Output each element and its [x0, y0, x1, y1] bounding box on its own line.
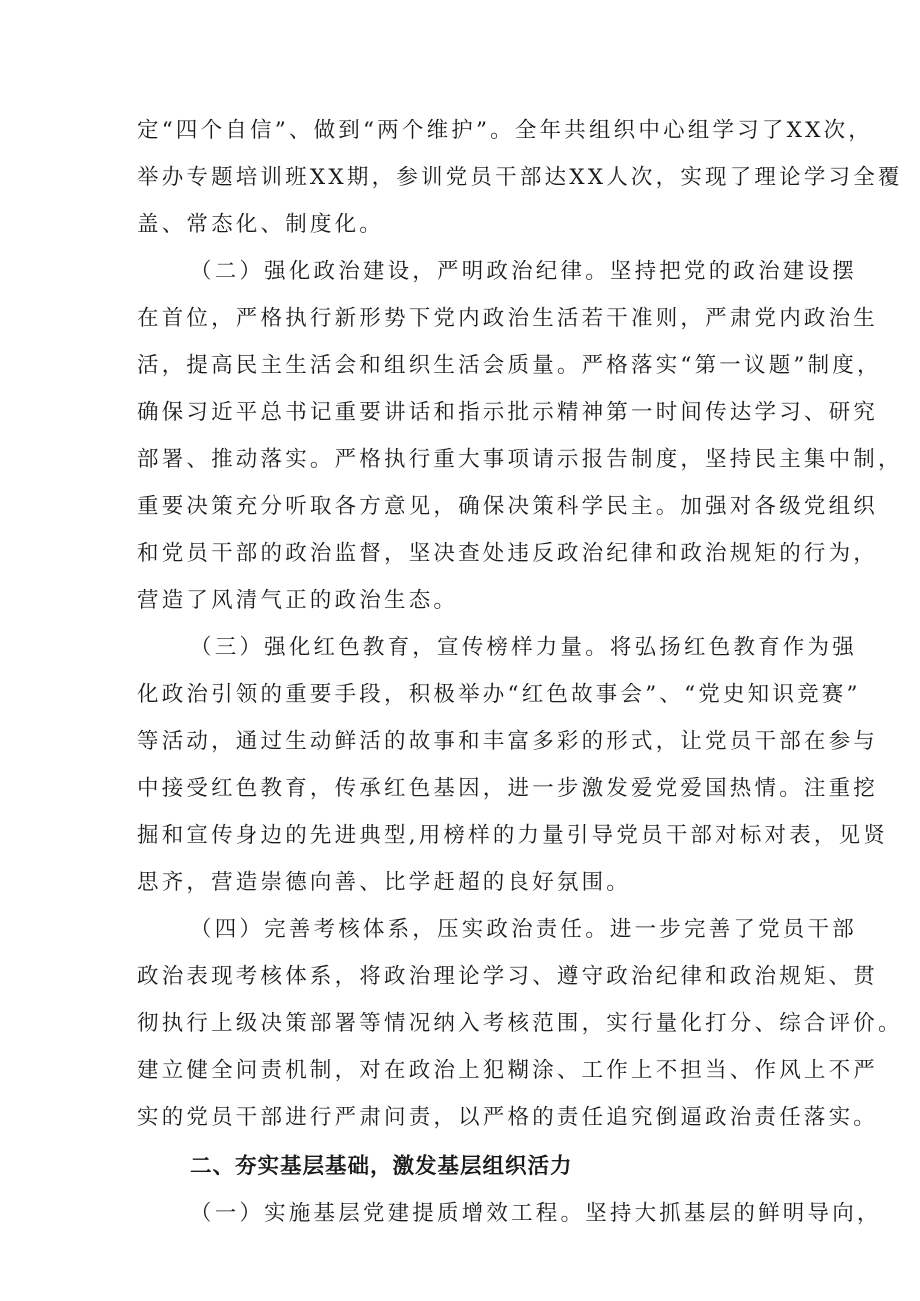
paragraph-line: （三）强化红色教育，宣传榜样力量。将弘扬红色教育作为强 — [190, 635, 857, 660]
paragraph-line: 定“四个自信”、做到“两个维护”。全年共组织中心组学习了XX次， — [137, 118, 873, 143]
paragraph-line: 活，提高民主生活会和组织生活会质量。严格落实“第一议题”制度， — [137, 353, 882, 378]
paragraph-line: 实的党员干部进行严肃问责，以严格的责任追究倒逼政治责任落实。 — [137, 1105, 879, 1130]
paragraph-line: 重要决策充分听取各方意见，确保决策科学民主。加强对各级党组织 — [137, 494, 879, 519]
paragraph-line: 盖、常态化、制度化。 — [137, 212, 385, 237]
paragraph-line: 建立健全问责机制，对在政治上犯糊涂、工作上不担当、作风上不严 — [137, 1058, 879, 1083]
paragraph-line: 政治表现考核体系，将政治理论学习、遵守政治纪律和政治规矩、贯 — [137, 964, 879, 989]
paragraph-line: 和党员干部的政治监督，坚决查处违反政治纪律和政治规矩的行为， — [137, 541, 879, 566]
paragraph-line: 掘和宣传身边的先进典型,用榜样的力量引导党员干部对标对表，见贤 — [137, 823, 889, 848]
paragraph-line: 营造了风清气正的政治生态。 — [137, 588, 459, 613]
paragraph-line: 中接受红色教育，传承红色基因，进一步激发爱党爱国热情。注重挖 — [137, 776, 879, 801]
paragraph-line: 举办专题培训班XX期，参训党员干部达XX人次，实现了理论学习全覆 — [137, 165, 903, 190]
paragraph-line: （一）实施基层党建提质增效工程。坚持大抓基层的鲜明导向， — [190, 1201, 882, 1226]
paragraph-line: 等活动，通过生动鲜活的故事和丰富多彩的形式，让党员干部在参与 — [137, 729, 879, 754]
section-heading: 二、夯实基层基础，激发基层组织活力 — [190, 1154, 573, 1179]
paragraph-line: 彻执行上级决策部署等情况纳入考核范围，实行量化打分、综合评价。 — [137, 1011, 903, 1036]
paragraph-line: 思齐，营造崇德向善、比学赶超的良好氛围。 — [137, 870, 632, 895]
paragraph-line: 在首位，严格执行新形势下党内政治生活若干准则，严肃党内政治生 — [137, 306, 879, 331]
paragraph-line: （四）完善考核体系，压实政治责任。进一步完善了党员干部 — [190, 917, 857, 942]
paragraph-line: 部署、推动落实。严格执行重大事项请示报告制度，坚持民主集中制， — [137, 447, 903, 472]
paragraph-line: 化政治引领的重要手段，积极举办“红色故事会”、“党史知识竞赛” — [137, 682, 861, 707]
paragraph-line: 确保习近平总书记重要讲话和指示批示精神第一时间传达学习、研究 — [137, 400, 879, 425]
paragraph-line: （二）强化政治建设，严明政治纪律。坚持把党的政治建设摆 — [190, 259, 857, 284]
